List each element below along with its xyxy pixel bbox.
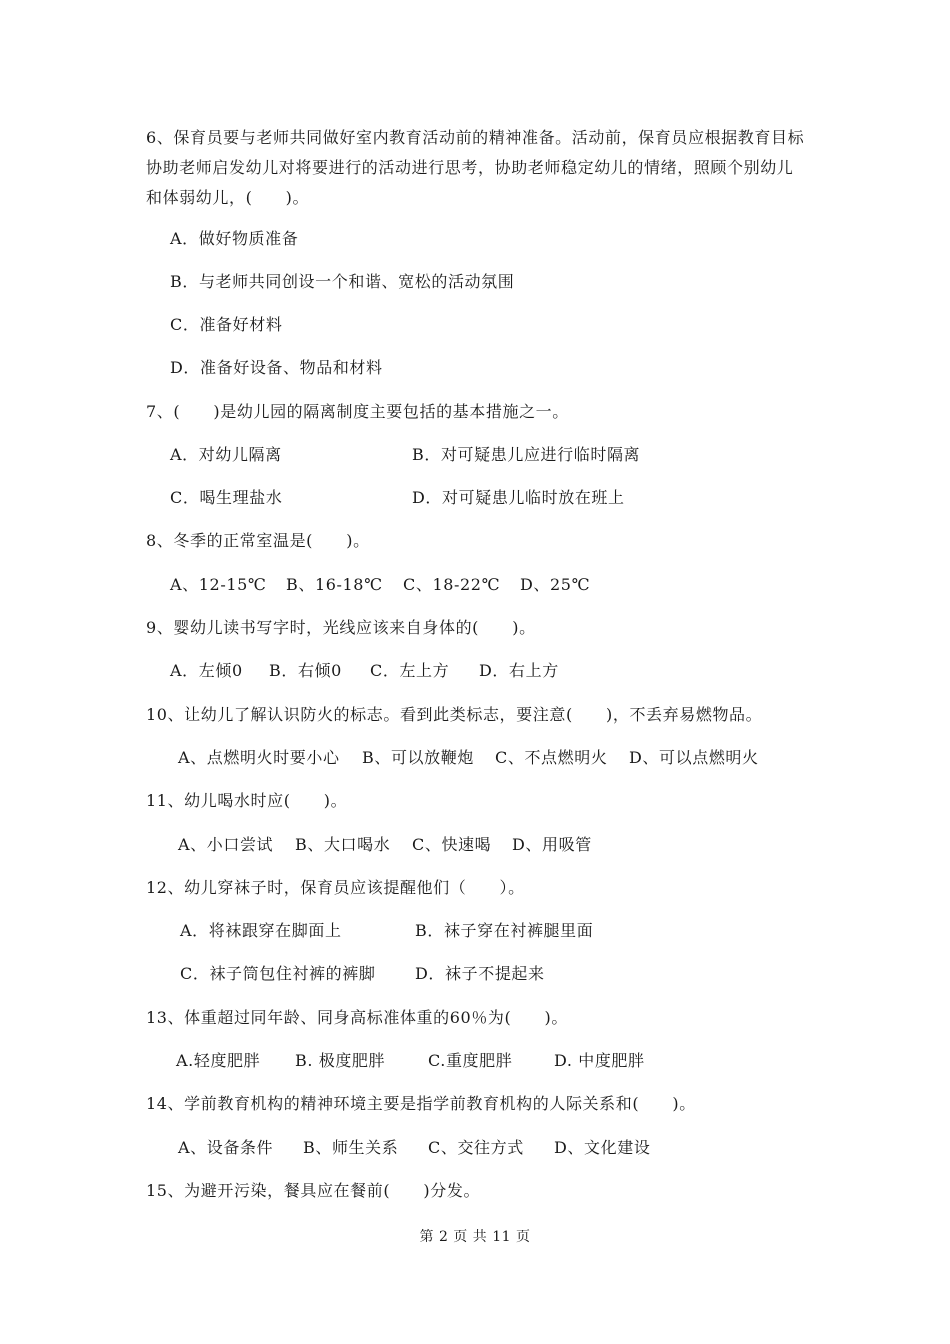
question-10-option-d: D、可以点燃明火 [629,748,759,767]
question-8-stem: 8、冬季的正常室温是( )。 [146,531,370,550]
question-6-line-3: 和体弱幼儿，( )。 [146,188,310,207]
question-6-line-1: 6、保育员要与老师共同做好室内教育活动前的精神准备。活动前，保育员应根据教育目标 [146,128,805,147]
question-15-stem: 15、为避开污染，餐具应在餐前( )分发。 [146,1181,481,1200]
question-13-option-b: B. 极度肥胖 [295,1051,386,1070]
question-8-option-d: D、25℃ [520,575,591,594]
question-12-option-a: A．将袜跟穿在脚面上 [180,921,342,940]
question-9-option-d: D．右上方 [479,661,559,680]
question-12-option-d: D．袜子不提起来 [415,964,545,983]
question-7-option-c: C．喝生理盐水 [170,488,283,507]
question-7-stem: 7、( )是幼儿园的隔离制度主要包括的基本措施之一。 [146,402,569,421]
question-10-option-b: B、可以放鞭炮 [362,748,474,767]
question-7-option-d: D．对可疑患儿临时放在班上 [412,488,625,507]
question-12-stem: 12、幼儿穿袜子时，保育员应该提醒他们（ ）。 [146,878,525,897]
question-9-option-c: C．左上方 [370,661,450,680]
question-8-option-a: A、12-15℃ [170,575,267,594]
question-13-option-d: D. 中度肥胖 [554,1051,645,1070]
question-10-option-c: C、不点燃明火 [495,748,608,767]
question-14-option-a: A、设备条件 [178,1138,274,1157]
question-6-option-b: B．与老师共同创设一个和谐、宽松的活动氛围 [170,272,515,291]
question-9-option-a: A．左倾0 [170,661,243,680]
question-8-option-c: C、18-22℃ [403,575,501,594]
question-13-option-a: A.轻度肥胖 [176,1051,261,1070]
question-10-stem: 10、让幼儿了解认识防火的标志。看到此类标志，要注意( )，不丢弃易燃物品。 [146,705,763,724]
question-14-option-b: B、师生关系 [303,1138,399,1157]
question-14-option-d: D、文化建设 [554,1138,651,1157]
question-13-option-c: C.重度肥胖 [428,1051,513,1070]
question-11-option-a: A、小口尝试 [178,835,274,854]
page-number-footer: 第 2 页 共 11 页 [419,1229,531,1245]
question-13-stem: 13、体重超过同年龄、同身高标准体重的60％为( )。 [146,1008,569,1027]
question-12-option-c: C．袜子筒包住衬裤的裤脚 [180,964,376,983]
question-6-option-c: C．准备好材料 [170,315,283,334]
question-6-option-a: A．做好物质准备 [170,229,299,248]
question-11-stem: 11、幼儿喝水时应( )。 [146,791,348,810]
question-6-line-2: 协助老师启发幼儿对将要进行的活动进行思考，协助老师稳定幼儿的情绪，照顾个别幼儿 [146,158,794,177]
question-11-option-c: C、快速喝 [412,835,492,854]
question-9-option-b: B．右倾0 [269,661,342,680]
question-6-option-d: D．准备好设备、物品和材料 [170,358,383,377]
question-9-stem: 9、婴幼儿读书写字时，光线应该来自身体的( )。 [146,618,536,637]
question-11-option-d: D、用吸管 [512,835,592,854]
question-10-option-a: A、点燃明火时要小心 [178,748,340,767]
question-14-stem: 14、学前教育机构的精神环境主要是指学前教育机构的人际关系和( )。 [146,1094,696,1113]
question-7-option-a: A．对幼儿隔离 [170,445,282,464]
question-7-option-b: B．对可疑患儿应进行临时隔离 [412,445,641,464]
question-12-option-b: B．袜子穿在衬裤腿里面 [415,921,594,940]
question-8-option-b: B、16-18℃ [286,575,383,594]
question-14-option-c: C、交往方式 [428,1138,524,1157]
question-11-option-b: B、大口喝水 [295,835,391,854]
